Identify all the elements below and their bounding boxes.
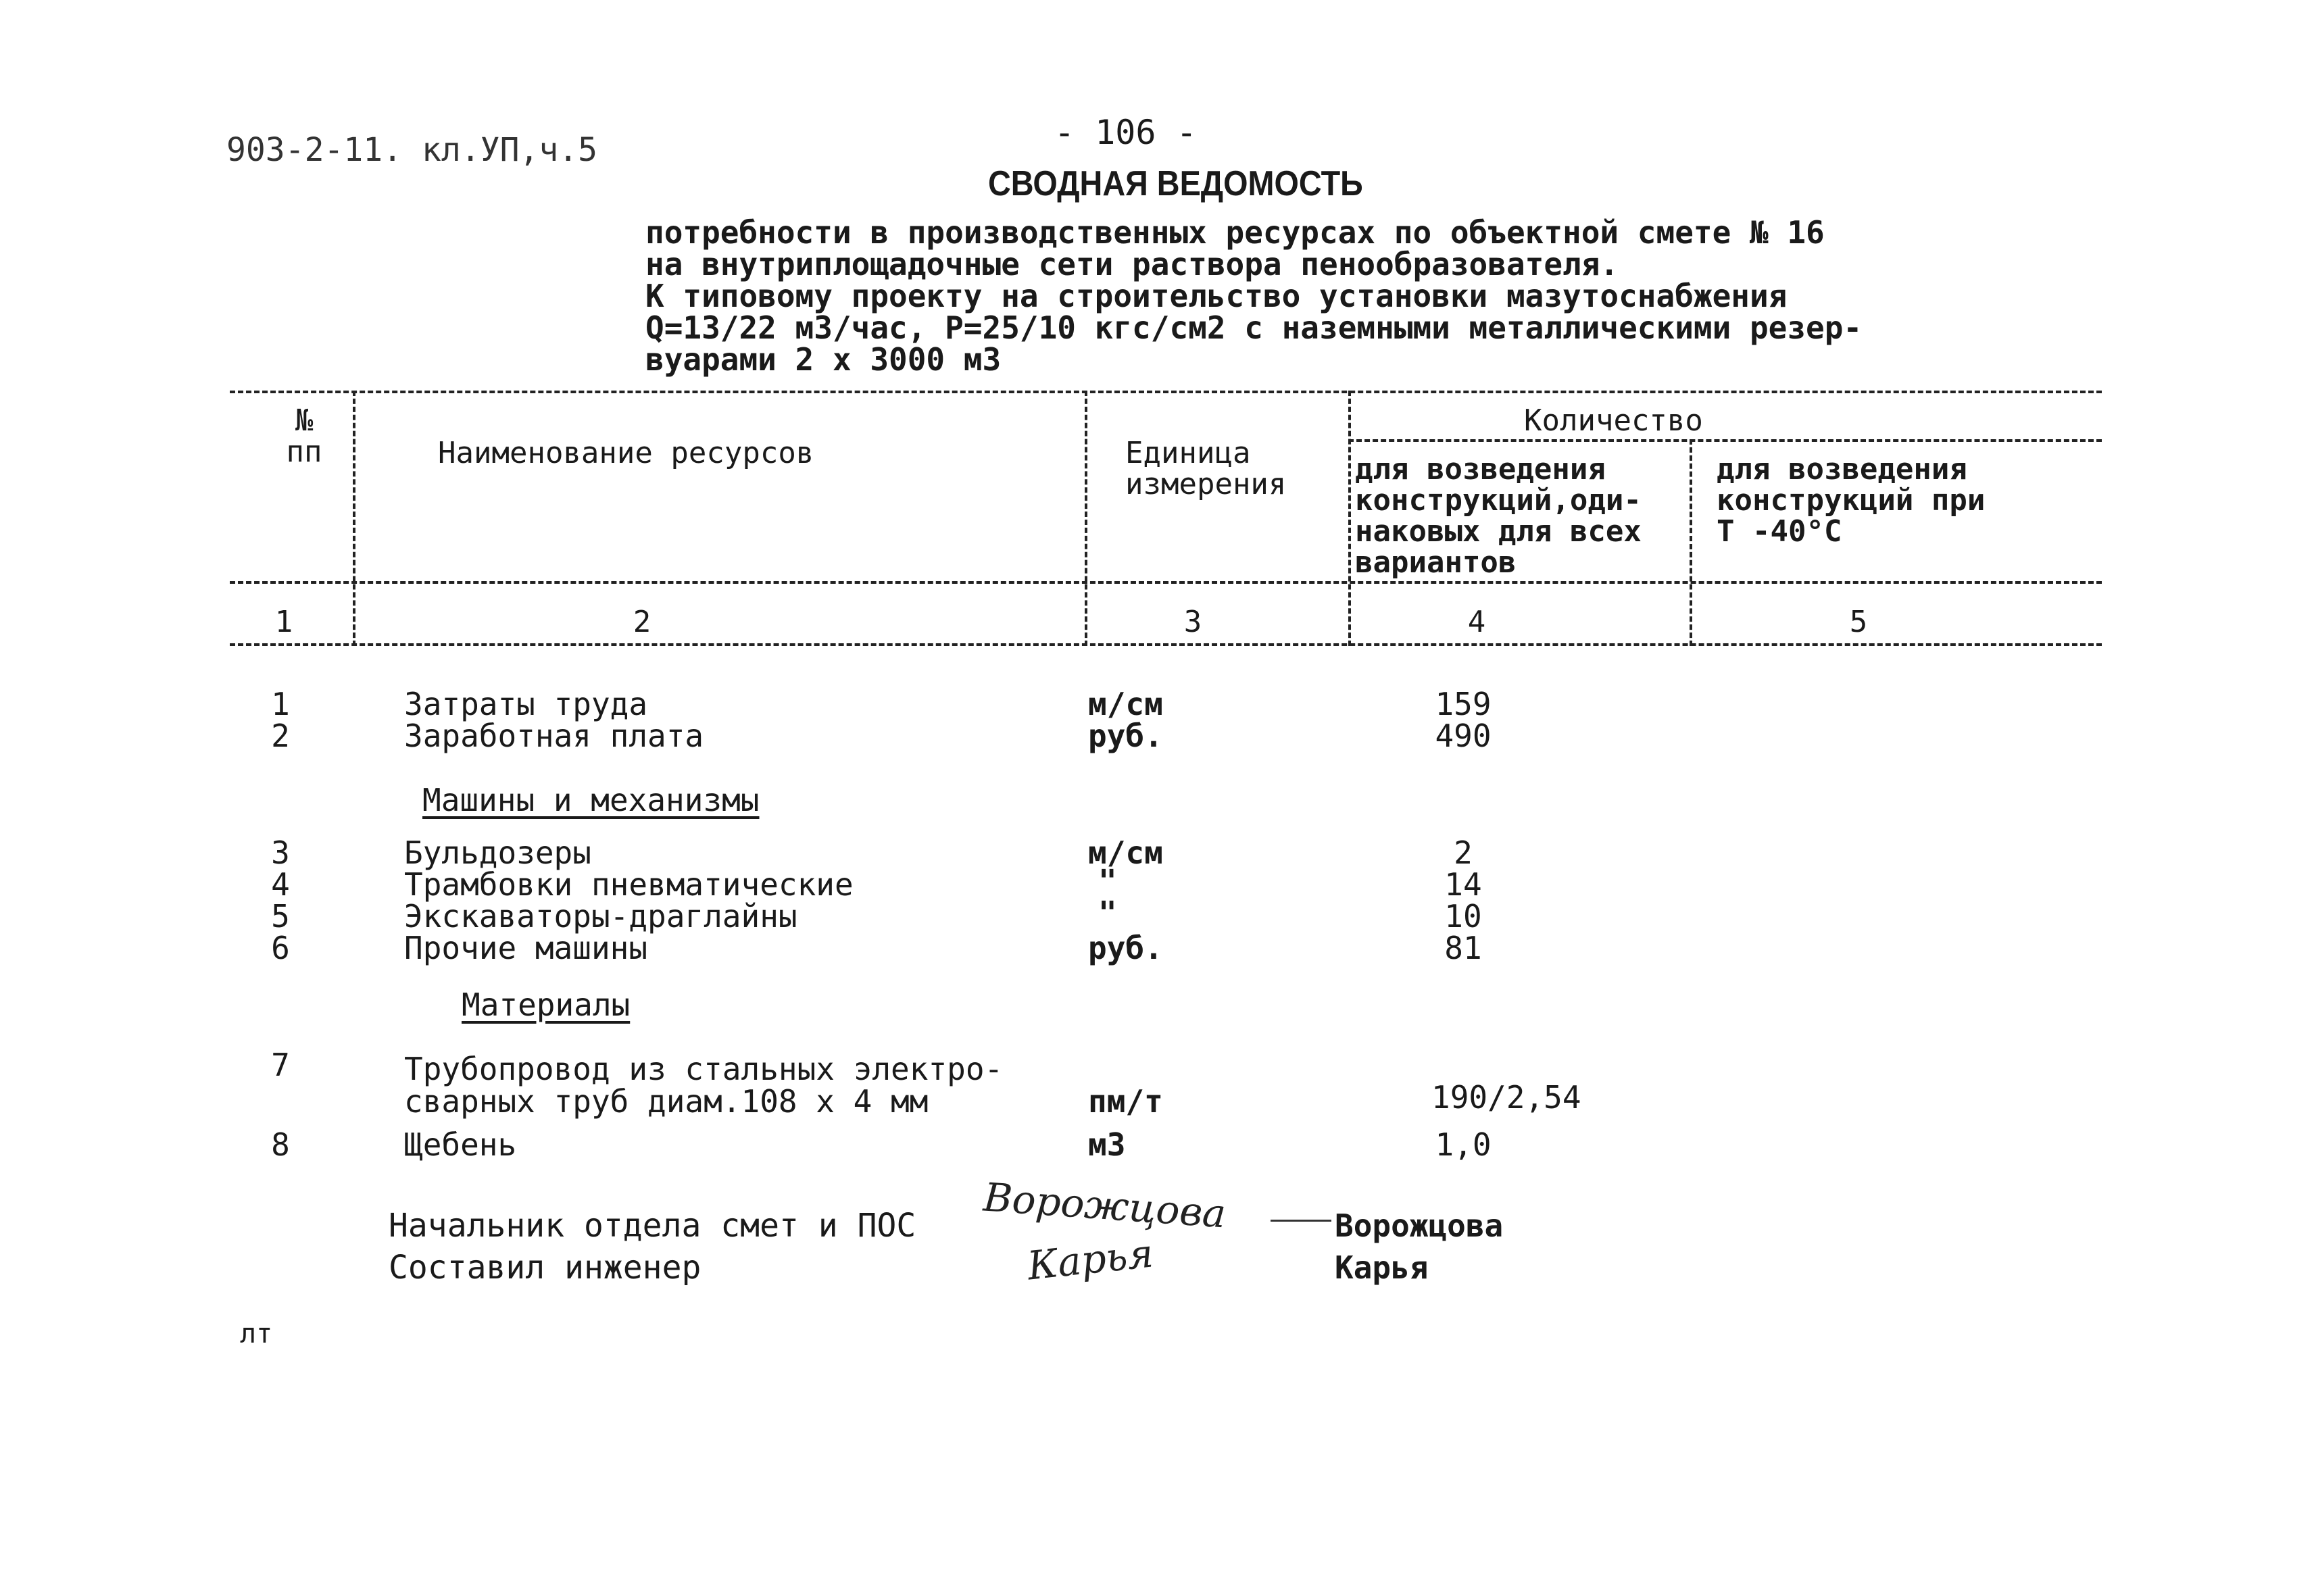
page-number: - 106 - bbox=[1054, 113, 1197, 152]
column-number: 2 bbox=[633, 605, 651, 639]
column-divider bbox=[1085, 391, 1087, 646]
column-divider bbox=[1348, 391, 1351, 646]
row-unit: м3 bbox=[1088, 1126, 1126, 1163]
row-name: Прочие машины bbox=[404, 930, 648, 966]
header-name: Наименование ресурсов bbox=[438, 436, 814, 470]
row-name: Заработная плата bbox=[404, 718, 704, 754]
section-heading-materials: Материалы bbox=[462, 987, 631, 1023]
header-qty-common: для возведения конструкций,оди- наковых для всех вариантов bbox=[1355, 452, 1642, 580]
column-divider bbox=[353, 391, 355, 646]
row-name: Трубопровод из стальных электро- сварных труб диам.108 х 4 мм bbox=[404, 1051, 1004, 1120]
header-qty-t40: для возведения конструкций при Т -40°С bbox=[1717, 452, 1986, 549]
row-num: 6 bbox=[271, 930, 290, 966]
signature-name: Карья bbox=[1335, 1249, 1429, 1286]
row-num: 4 bbox=[271, 866, 290, 903]
column-number: 3 bbox=[1183, 605, 1202, 639]
row-num: 2 bbox=[271, 718, 290, 754]
signature-dash bbox=[1271, 1220, 1331, 1222]
row-name: Экскаваторы-драглайны bbox=[404, 898, 797, 934]
subtitle-line: потребности в производственных ресурсах по объектной смете № 16 bbox=[645, 214, 1825, 251]
section-heading-machines: Машины и механизмы bbox=[422, 782, 760, 818]
row-unit: " bbox=[1098, 863, 1117, 899]
row-qty: 490 bbox=[1435, 718, 1492, 754]
row-qty: 10 bbox=[1444, 898, 1482, 934]
row-qty: 190/2,54 bbox=[1431, 1079, 1581, 1116]
subtitle-line: Q=13/22 м3/час, Р=25/10 кгс/см2 с наземными металлическими резер- bbox=[645, 309, 1863, 346]
row-name: Затраты труда bbox=[404, 686, 648, 722]
row-qty: 2 bbox=[1454, 834, 1473, 871]
row-unit: руб. bbox=[1088, 718, 1163, 754]
signature-role: Составил инженер bbox=[389, 1249, 701, 1287]
header-bottom-border bbox=[230, 581, 2102, 584]
header-num: № пп bbox=[286, 403, 322, 469]
table-top-border bbox=[230, 391, 2102, 393]
page-title: СВОДНАЯ ВЕДОМОСТЬ bbox=[988, 164, 1363, 203]
row-num: 3 bbox=[271, 834, 290, 871]
subtitle-line: на внутриплощадочные сети раствора пенообразователя. bbox=[645, 246, 1619, 282]
row-unit: м/см bbox=[1088, 834, 1163, 871]
row-name: Щебень bbox=[404, 1126, 517, 1163]
column-numbers-border bbox=[230, 643, 2102, 646]
subtitle-line: К типовому проекту на строительство установки мазутоснабжения bbox=[645, 278, 1788, 314]
handwritten-signature: Ворожцова bbox=[982, 1174, 1228, 1237]
row-qty: 14 bbox=[1444, 866, 1482, 903]
column-number: 4 bbox=[1467, 605, 1486, 639]
column-number: 1 bbox=[274, 605, 293, 639]
subtitle-line: вуарами 2 х 3000 м3 bbox=[645, 341, 1002, 378]
column-divider bbox=[1690, 439, 1692, 646]
row-qty: 1,0 bbox=[1435, 1126, 1492, 1163]
row-name: Бульдозеры bbox=[404, 834, 591, 871]
header-quantity: Количество bbox=[1524, 403, 1703, 438]
row-unit: пм/т bbox=[1088, 1083, 1163, 1120]
column-number: 5 bbox=[1849, 605, 1868, 639]
document-code: 903-2-11. кл.УП,ч.5 bbox=[226, 131, 598, 169]
quantity-group-divider bbox=[1348, 439, 2102, 442]
row-unit: м/см bbox=[1088, 686, 1163, 722]
row-qty: 159 bbox=[1435, 686, 1492, 722]
header-unit: Единица измерения bbox=[1125, 436, 1287, 501]
row-num: 8 bbox=[271, 1126, 290, 1163]
row-unit: руб. bbox=[1088, 930, 1163, 966]
signature-role: Начальник отдела смет и ПОС bbox=[389, 1207, 916, 1245]
footer-mark: лт bbox=[240, 1318, 273, 1349]
row-num: 5 bbox=[271, 898, 290, 934]
row-name: Трамбовки пневматические bbox=[404, 866, 854, 903]
row-num: 1 bbox=[271, 686, 290, 722]
row-num: 7 bbox=[271, 1047, 290, 1083]
row-unit: " bbox=[1098, 895, 1117, 931]
signature-name: Ворожцова bbox=[1335, 1207, 1504, 1244]
row-qty: 81 bbox=[1444, 930, 1482, 966]
handwritten-signature: Карья bbox=[1025, 1230, 1156, 1289]
